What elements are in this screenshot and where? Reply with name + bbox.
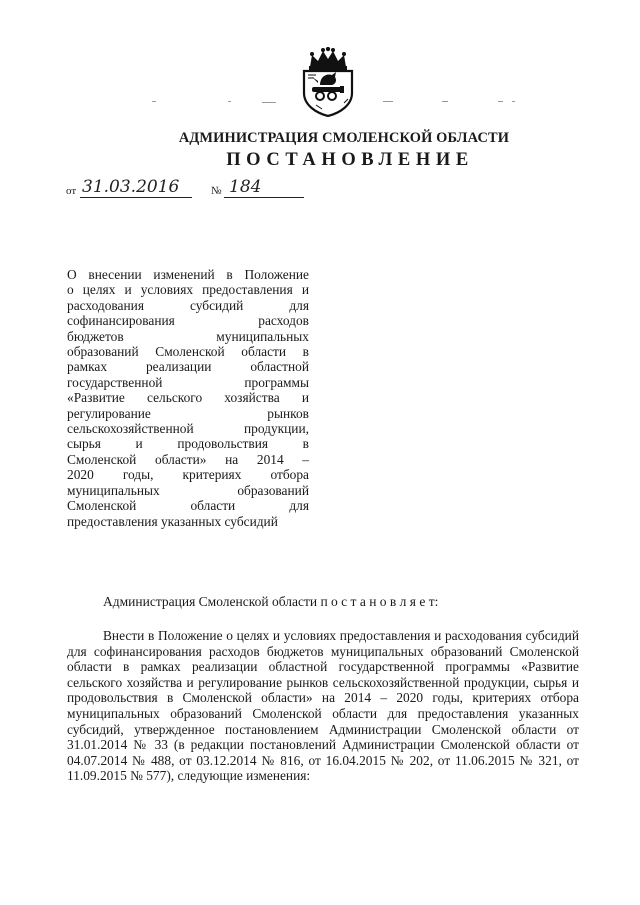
coat-of-arms-icon bbox=[296, 47, 360, 117]
summary-line: О внесении изменений в Положение bbox=[67, 267, 309, 282]
organization-name: АДМИНИСТРАЦИЯ СМОЛЕНСКОЙ ОБЛАСТИ bbox=[178, 130, 510, 146]
number-underline bbox=[224, 197, 304, 198]
scan-artifact bbox=[512, 101, 515, 102]
body-paragraph: Внести в Положение о целях и условиях предоставления и расходования субсидий для софинансирования расходов бюджетов муниципальных образований Смоленской области в рамках реализации областной государственной программы «Развитие сельского хозяйства и регулирование рынков сельскохозяйственной продукции, сырья и продовольствия в Смоленской области» на 2014 – 2020 годы, критериях отбора муниципальных образований Смоленской области для предоставления указанных субсидий, утвержденное постановлением Администрации Смоленской области от 31.01.2014 № 33 (в редакции постановлений Администрации Смоленской области от 04.07.2014 № 488, от 03.12.2014 № 816, от 16.04.2015 № 202, от 11.06.2015 № 321, от 11.09.2015 № 577), следующие изменения: bbox=[67, 628, 579, 784]
summary-line: 2020 годы, критериях отбора bbox=[67, 467, 309, 483]
preamble: Администрация Смоленской области п о с т а н о в л я е т: bbox=[103, 594, 439, 609]
summary-line: расходования субсидий для bbox=[67, 297, 309, 313]
summary-line: «Развитие сельского хозяйства и bbox=[67, 390, 309, 406]
date-underline bbox=[80, 197, 192, 198]
summary-line: государственной программы bbox=[67, 374, 309, 390]
date-prefix: от bbox=[66, 185, 77, 197]
summary-line: бюджетов муниципальных bbox=[67, 328, 309, 344]
summary-line: сырья и продовольствия в bbox=[67, 436, 309, 452]
summary-line: Смоленской области» на 2014 – bbox=[67, 451, 309, 467]
summary-line: софинансирования расходов bbox=[67, 313, 309, 329]
summary-line: муниципальных образований bbox=[67, 482, 309, 498]
summary-line: регулирование рынков bbox=[67, 405, 309, 421]
summary-line: рамках реализации областной bbox=[67, 359, 309, 375]
handwritten-date: 31.03.2016 bbox=[82, 177, 180, 197]
document-summary bbox=[67, 267, 309, 529]
scan-artifact bbox=[228, 101, 231, 102]
summary-line: сельскохозяйственной продукции, bbox=[67, 421, 309, 437]
summary-line: предоставления указанных субсидий bbox=[67, 513, 278, 529]
handwritten-number: 184 bbox=[229, 177, 262, 197]
scan-artifact bbox=[442, 101, 448, 102]
document-type-title: ПОСТАНОВЛЕНИЕ bbox=[226, 150, 474, 170]
summary-line: образований Смоленской области в bbox=[67, 344, 309, 360]
summary-line: Смоленской области для bbox=[67, 498, 309, 514]
number-prefix: № bbox=[211, 185, 222, 197]
scan-artifact bbox=[262, 102, 276, 103]
date-number-line bbox=[66, 177, 326, 199]
scan-artifact bbox=[498, 101, 503, 102]
summary-line: о целях и условиях предоставления и bbox=[67, 282, 309, 298]
scan-artifact bbox=[383, 101, 393, 102]
scan-artifact bbox=[152, 101, 156, 102]
